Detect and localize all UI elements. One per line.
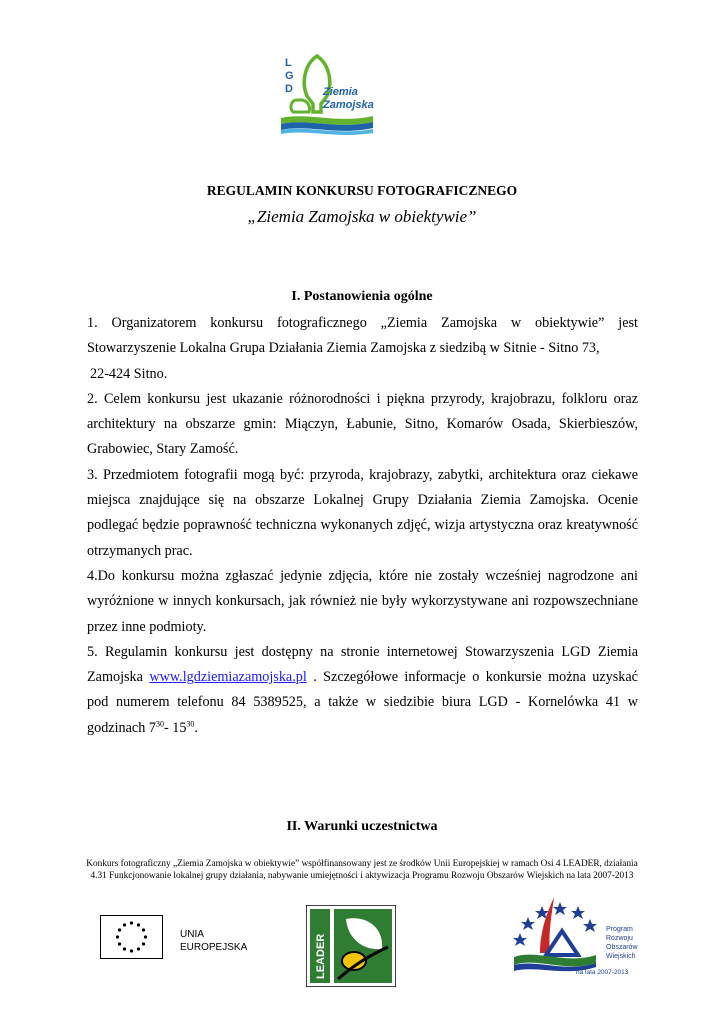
- section-1-title: I. Postanowienia ogólne: [291, 289, 433, 304]
- paragraph-5-end: .: [194, 719, 198, 736]
- prow-text-line3: Obszarów: [606, 944, 638, 951]
- leader-logo: [306, 905, 396, 987]
- paragraph-4: 4.Do konkursu można zgłaszać jedynie zdjęcia, które nie zostały wcześniej nagrodzone ani wyróżnione w innych konkursach, jak również nie były wykorzystywane ani rozpowszechniane przez inne podmioty.: [87, 567, 638, 635]
- logo-name-line2: Zamojska: [323, 99, 374, 111]
- website-link[interactable]: www.lgdziemiazamojska.pl: [149, 669, 307, 686]
- paragraph-3: 3. Przedmiotem fotografii mogą być: przyroda, krajobrazy, zabytki, architektura oraz ciekawe miejsca znajdujące się na obszarze Lokalnej Grupy Działania Ziemia Zamojska. Ocenie podlegać będzie poprawność techniczna wykonanych zdjęć, wizja artystyczna oraz kreatywność otrzymanych prac.: [87, 466, 638, 559]
- section-1-body: [87, 311, 638, 741]
- hours-to-superscript: 30: [186, 719, 195, 729]
- document-subtitle: „Ziemia Zamojska w obiektywie”: [247, 207, 477, 226]
- prow-text-line4: Wiejskich: [606, 953, 636, 960]
- prow-house-icon: [546, 931, 578, 955]
- prow-years: na lata 2007-2013: [576, 969, 629, 976]
- hours-dash: - 15: [163, 719, 187, 736]
- section-2-title: II. Warunki uczestnictwa: [286, 819, 438, 834]
- leader-vertical-text: LEADER: [315, 933, 327, 979]
- paragraph-5: [87, 640, 638, 741]
- paragraph-1-line-2: Stowarzyszenie Lokalna Grupa Działania Ziemia Zamojska z siedzibą w Sitnie - Sitno 73,: [87, 340, 600, 357]
- eu-text-line2: EUROPEJSKA: [180, 942, 248, 953]
- hours-from-superscript: 30: [155, 719, 164, 729]
- paragraph-1-line-3: 22-424 Sitno.: [90, 365, 168, 382]
- paragraph-2: 2. Celem konkursu jest ukazanie różnorodności i piękna przyrody, krajobrazu, folkloru oraz architektury na obszarze gmin: Miączyn, Łabunie, Sitno, Komarów Osada, Skierbieszów, Grabowiec, Stary Zamość.: [87, 390, 638, 458]
- paragraph-1-line-1: 1. Organizatorem konkursu fotograficznego „Ziemia Zamojska w obiektywie” jest: [87, 315, 638, 331]
- prow-text-line2: Rozwoju: [606, 935, 633, 942]
- lgd-ziemia-zamojska-logo: [277, 50, 377, 136]
- logo-letter-g: G: [285, 70, 294, 82]
- prow-text-line1: Program: [606, 926, 633, 933]
- bush-icon: [291, 100, 310, 112]
- eu-logo: [100, 915, 260, 960]
- document-title: REGULAMIN KONKURSU FOTOGRAFICZNEGO: [206, 183, 518, 198]
- eu-text-line1: UNIA: [180, 929, 204, 940]
- logo-name-line1: Ziemia: [323, 86, 358, 98]
- paragraph-5-start: 5. Regulamin konkursu jest dostępny na stronie internetowej Stowarzyszenia LGD Ziemia Zamojska: [87, 643, 638, 686]
- funding-note: Konkurs fotograficzny „Ziemia Zamojska w obiektywie” współfinansowany jest ze środków Unii Europejskiej w ramach Osi 4 LEADER, działania 4.31 Funkcjonowanie lokalnej grupy działania, nabywanie umiejętności i aktywizacja Programu Rozwoju Obszarów Wiejskich na lata 2007-2013: [86, 859, 638, 881]
- paragraph-5-middle: . Szczegółowe informacje o konkursie można uzyskać pod numerem telefonu 84 5389525, a także w siedzibie biura LGD - Kornelówka 41 w godzinach 7: [87, 669, 638, 736]
- logo-letter-d: D: [285, 83, 293, 95]
- prow-logo: [506, 893, 654, 977]
- logo-letter-l: L: [285, 57, 292, 69]
